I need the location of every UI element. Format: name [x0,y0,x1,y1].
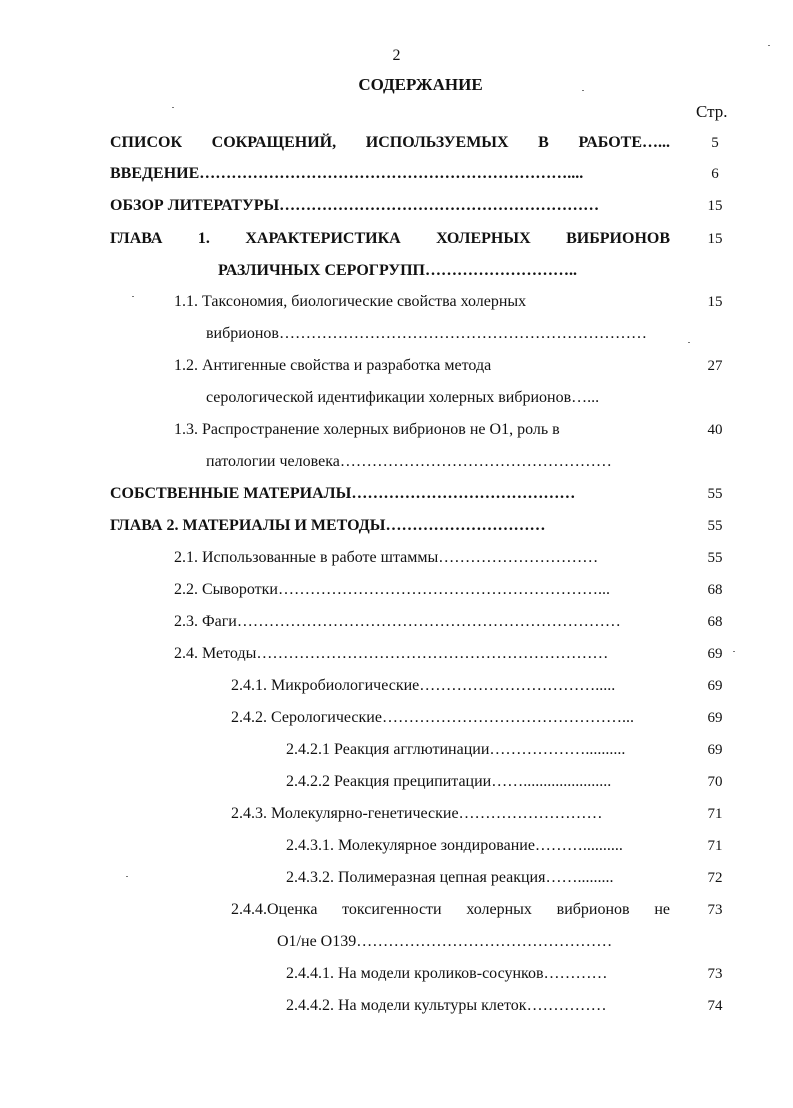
toc-row [0,545,793,571]
toc-entry-text: СПИСОК СОКРАЩЕНИЙ, ИСПОЛЬЗУЕМЫХ В РАБОТЕ…... [110,134,670,151]
toc-entry-text: 2.4.2.2 Реакция преципитации……...................... [286,773,612,790]
toc-entry-page: 73 [707,902,723,918]
toc-row [0,833,793,859]
toc-entry-page: 15 [707,231,723,247]
scan-speck [132,296,134,297]
toc-row [0,161,793,187]
toc-entry-page: 15 [707,294,723,310]
toc-row [0,289,793,315]
toc-row [0,705,793,731]
toc-entry-page: 69 [707,742,723,758]
toc-row [0,993,793,1019]
toc-entry-page: 71 [707,806,723,822]
toc-entry-text: СОБСТВЕННЫЕ МАТЕРИАЛЫ…………………………………… [110,485,576,502]
page-number: 2 [392,47,401,64]
page-column-header: Стр. [696,102,728,121]
toc-entry-page: 6 [711,166,719,182]
toc-entry-page: 15 [707,198,723,214]
toc-entry-text: 2.1. Использованные в работе штаммы………………………… [174,549,599,566]
toc-entry-text: 2.4.3.2. Полимеразная цепная реакция……......... [286,869,614,886]
toc-row [0,321,793,347]
toc-row [0,577,793,603]
toc-entry-page: 5 [711,135,719,151]
toc-entry-page: 68 [707,582,723,598]
toc-entry-text: 2.3. Фаги……………………………………………………………… [174,613,621,630]
toc-row [0,481,793,507]
toc-entry-page: 69 [707,646,723,662]
toc-row [0,449,793,475]
toc-entry-text: ГЛАВА 1. ХАРАКТЕРИСТИКА ХОЛЕРНЫХ ВИБРИОНОВ [110,230,670,247]
toc-row [0,226,793,252]
toc-row [0,417,793,443]
toc-entry-text: 1.2. Антигенные свойства и разработка метода [174,357,492,374]
toc-entry-page: 69 [707,710,723,726]
toc-entry-text: 2.4.2.1 Реакция агглютинации……………….......... [286,741,626,758]
toc-entry-page: 71 [707,838,723,854]
toc-entry-page: 72 [707,870,723,886]
toc-row [0,353,793,379]
toc-entry-text: 2.2. Сыворотки……………………………………………………... [174,581,610,598]
scan-speck [126,876,128,877]
toc-entry-text: 2.4.4.2. На модели культуры клеток…………… [286,997,607,1014]
toc-row [0,737,793,763]
scan-speck [768,45,770,46]
toc-entry-page: 55 [707,486,723,502]
toc-row [0,193,793,219]
toc-row [0,385,793,411]
toc-entry-text: 2.4.1. Микробиологические……………………………..... [231,677,616,694]
toc-entry-page: 55 [707,518,723,534]
toc-entry-text: вибрионов…………………………………………………………… [206,325,647,342]
toc-row [0,961,793,987]
page-title: СОДЕРЖАНИЕ [358,75,483,94]
toc-entry-text: 2.4. Методы………………………………………………………… [174,645,609,662]
scan-speck [582,90,584,91]
toc-entry-text: серологической идентификации холерных вибрионов…... [206,389,600,406]
toc-row [0,673,793,699]
toc-entry-text: 2.4.3. Молекулярно-генетические……………………… [231,805,603,822]
toc-entry-page: 70 [707,774,723,790]
toc-row [0,258,793,284]
toc-row [0,865,793,891]
toc-entry-text: ГЛАВА 2. МАТЕРИАЛЫ И МЕТОДЫ………………………… [110,517,546,534]
toc-entry-text: 1.3. Распространение холерных вибрионов не О1, роль в [174,421,560,438]
toc-entry-text: ОБЗОР ЛИТЕРАТУРЫ…………………………………………………… [110,197,600,214]
toc-entry-text: 1.1. Таксономия, биологические свойства холерных [174,293,527,310]
toc-entry-page: 74 [707,998,723,1014]
toc-entry-text: ВВЕДЕНИЕ…………………………………………………………….... [110,165,584,182]
toc-entry-text: патологии человека…………………………………………… [206,453,612,470]
toc-entry-text: 2.4.4.Оценка токсигенности холерных вибрионов не [231,901,670,918]
toc-entry-page: 55 [707,550,723,566]
toc-entry-text: 2.4.2. Серологические………………………………………... [231,709,634,726]
toc-entry-page: 40 [707,422,723,438]
toc-row [0,929,793,955]
toc-row [0,769,793,795]
toc-row [0,801,793,827]
toc-row [0,641,793,667]
toc-entry-page: 68 [707,614,723,630]
toc-row [0,130,793,156]
toc-entry-text: О1/не О139………………………………………… [277,933,613,950]
toc-entry-page: 69 [707,678,723,694]
toc-row [0,897,793,923]
toc-row [0,609,793,635]
toc-entry-text: РАЗЛИЧНЫХ СЕРОГРУПП……………………….. [218,262,577,279]
toc-entry-page: 73 [707,966,723,982]
toc-entry-text: 2.4.4.1. На модели кроликов-сосунков………… [286,965,608,982]
toc-row [0,513,793,539]
toc-entry-page: 27 [707,358,723,374]
toc-entry-text: 2.4.3.1. Молекулярное зондирование……….......... [286,837,623,854]
scan-speck [733,651,735,652]
scan-speck [172,107,174,108]
scan-speck [688,342,690,343]
